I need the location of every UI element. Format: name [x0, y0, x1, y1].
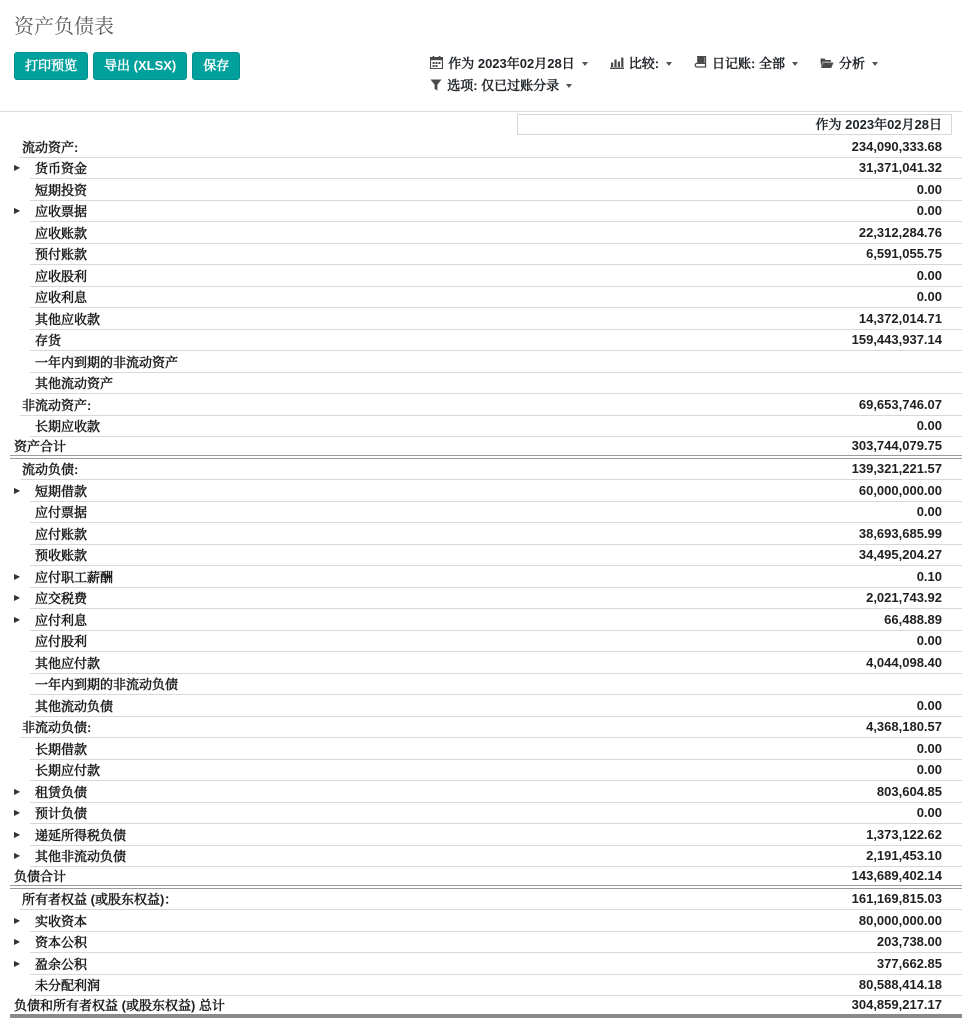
row-value: 203,738.00 — [876, 934, 942, 950]
row-value: 34,495,204.27 — [858, 547, 942, 563]
row-label: 货币资金 — [35, 161, 88, 177]
row-label: 短期借款 — [35, 483, 88, 499]
row-label: 预计负债 — [35, 806, 88, 822]
row-label: 一年内到期的非流动资产 — [35, 354, 179, 370]
row-label: 其他非流动负债 — [35, 849, 127, 865]
filter-row-2 — [430, 75, 878, 94]
row-label: 实收资本 — [35, 913, 88, 929]
expand-caret-icon[interactable]: ▶ — [14, 571, 21, 581]
row-label: 递延所得税负债 — [35, 827, 127, 843]
table-row — [0, 244, 962, 266]
date-filter[interactable] — [430, 53, 587, 72]
row-value: 0.00 — [916, 697, 942, 713]
filter-row-1 — [430, 53, 878, 72]
table-row — [0, 502, 962, 524]
table-row[interactable] — [0, 824, 962, 846]
row-label: 应付账款 — [35, 526, 88, 542]
row-value: 0.00 — [916, 289, 942, 305]
table-row — [0, 136, 962, 158]
report-header-bar — [0, 0, 962, 102]
row-value: 0.00 — [916, 805, 942, 821]
toolbar — [14, 52, 948, 94]
row-value: 139,321,221.57 — [851, 461, 942, 477]
expand-caret-icon[interactable]: ▶ — [14, 937, 21, 947]
row-label: 其他应付款 — [35, 655, 101, 671]
row-value: 377,662.85 — [876, 955, 942, 971]
expand-caret-icon[interactable]: ▶ — [14, 593, 21, 603]
table-row — [0, 674, 962, 696]
row-label: 流动负债: — [22, 462, 79, 478]
table-row[interactable] — [0, 566, 962, 588]
row-value: 22,312,284.76 — [858, 224, 942, 240]
table-row — [0, 867, 962, 889]
row-value: 4,368,180.57 — [866, 719, 942, 735]
page-title: 资产负债表 — [14, 16, 114, 38]
row-label: 资本公积 — [35, 935, 88, 951]
expand-caret-icon[interactable]: ▶ — [14, 163, 21, 173]
row-value: 2,191,453.10 — [866, 848, 942, 864]
row-value: 2,021,743.92 — [866, 590, 942, 606]
expand-caret-icon[interactable]: ▶ — [14, 851, 21, 861]
row-label: 租赁负债 — [35, 784, 88, 800]
chevron-down-icon — [582, 62, 588, 66]
row-label: 应收利息 — [35, 290, 88, 306]
expand-caret-icon[interactable]: ▶ — [14, 958, 21, 968]
row-value: 0.10 — [916, 568, 942, 584]
row-label: 应收账款 — [35, 225, 88, 241]
expand-caret-icon[interactable]: ▶ — [14, 614, 21, 624]
table-row — [0, 351, 962, 373]
bar-chart-icon — [610, 56, 624, 69]
row-label: 短期投资 — [35, 182, 88, 198]
table-header-row — [0, 112, 962, 136]
table-row[interactable] — [0, 480, 962, 502]
options-filter[interactable] — [430, 75, 572, 94]
table-row — [0, 394, 962, 416]
table-row — [0, 308, 962, 330]
row-label: 负债和所有者权益 (或股东权益) 总计 — [14, 998, 225, 1014]
export-xlsx-button[interactable]: 导出 (XLSX) — [93, 52, 187, 80]
row-value: 60,000,000.00 — [858, 482, 942, 498]
chevron-down-icon — [792, 62, 798, 66]
journals-filter-label: 日记账: 全部 — [712, 56, 785, 71]
expand-caret-icon[interactable]: ▶ — [14, 206, 21, 216]
filter-icon — [430, 79, 442, 91]
table-row[interactable] — [0, 158, 962, 180]
table-row — [0, 717, 962, 739]
row-label: 长期应付款 — [35, 763, 101, 779]
table-row[interactable] — [0, 609, 962, 631]
row-value: 0.00 — [916, 267, 942, 283]
table-row — [0, 222, 962, 244]
row-value: 0.00 — [916, 633, 942, 649]
date-filter-label: 作为 2023年02月28日 — [448, 56, 575, 71]
table-row — [0, 695, 962, 717]
row-label: 长期借款 — [35, 741, 88, 757]
row-label: 长期应收款 — [35, 419, 101, 435]
row-label: 负债合计 — [14, 869, 67, 885]
row-label: 一年内到期的非流动负债 — [35, 677, 179, 693]
table-row — [0, 416, 962, 438]
row-value: 80,000,000.00 — [858, 912, 942, 928]
table-row — [0, 179, 962, 201]
table-row — [0, 738, 962, 760]
row-value: 0.00 — [916, 740, 942, 756]
table-row — [0, 459, 962, 481]
row-label: 预收账款 — [35, 548, 88, 564]
table-row — [0, 889, 962, 911]
row-label: 应付利息 — [35, 612, 88, 628]
table-row[interactable] — [0, 781, 962, 803]
table-row[interactable] — [0, 953, 962, 975]
table-row — [0, 631, 962, 653]
row-value: 234,090,333.68 — [851, 138, 942, 154]
calendar-icon — [430, 56, 443, 69]
row-value: 803,604.85 — [876, 783, 942, 799]
row-value: 161,169,815.03 — [851, 891, 942, 907]
row-value: 0.00 — [916, 504, 942, 520]
row-value: 38,693,685.99 — [858, 525, 942, 541]
row-value: 304,859,217.17 — [851, 997, 942, 1013]
row-label: 应付股利 — [35, 634, 88, 650]
row-label: 其他流动负债 — [35, 698, 114, 714]
chevron-down-icon — [566, 84, 572, 88]
row-value: 0.00 — [916, 762, 942, 778]
table-row — [0, 373, 962, 395]
column-header-date: 作为 2023年02月28日 — [517, 114, 952, 135]
row-value: 0.00 — [916, 418, 942, 434]
table-row — [0, 265, 962, 287]
row-value: 6,591,055.75 — [866, 246, 942, 262]
table-row — [0, 975, 962, 997]
table-row — [0, 996, 962, 1018]
table-row[interactable] — [0, 846, 962, 868]
row-label: 资产合计 — [14, 439, 67, 455]
row-value: 66,488.89 — [884, 611, 942, 627]
row-value: 1,373,122.62 — [866, 826, 942, 842]
expand-caret-icon[interactable]: ▶ — [14, 808, 21, 818]
row-label: 未分配利润 — [35, 978, 101, 994]
table-row[interactable] — [0, 201, 962, 223]
expand-caret-icon[interactable]: ▶ — [14, 786, 21, 796]
folder-icon — [820, 57, 834, 69]
comparison-filter-label: 比较: — [628, 56, 660, 71]
row-label: 流动资产: — [22, 139, 79, 155]
row-value: 0.00 — [916, 203, 942, 219]
row-value: 159,443,937.14 — [851, 332, 942, 348]
table-row — [0, 287, 962, 309]
row-value: 80,588,414.18 — [858, 977, 942, 993]
row-label: 应收股利 — [35, 268, 88, 284]
row-label: 其他流动资产 — [35, 376, 114, 392]
row-label: 其他应收款 — [35, 311, 101, 327]
row-label: 盈余公积 — [35, 956, 88, 972]
row-value: 69,653,746.07 — [858, 396, 942, 412]
row-label: 应付票据 — [35, 505, 88, 521]
comparison-filter[interactable] — [610, 53, 672, 72]
chevron-down-icon — [666, 62, 672, 66]
options-filter-label: 选项: 仅已过账分录 — [447, 78, 560, 93]
toolbar-buttons — [14, 52, 240, 80]
row-value: 143,689,402.14 — [851, 868, 942, 884]
table-row[interactable] — [0, 803, 962, 825]
analytic-filter-label: 分析 — [838, 56, 865, 71]
row-label: 应交税费 — [35, 591, 88, 607]
balance-sheet-table — [0, 111, 962, 1018]
table-row[interactable] — [0, 932, 962, 954]
print-preview-button[interactable]: 打印预览 — [14, 52, 88, 80]
row-label: 所有者权益 (或股东权益)： — [22, 892, 178, 908]
row-label: 预付账款 — [35, 247, 88, 263]
row-label: 非流动负债: — [22, 720, 92, 736]
row-value: 303,744,079.75 — [851, 438, 942, 454]
table-row — [0, 652, 962, 674]
row-label: 应收票据 — [35, 204, 88, 220]
save-button[interactable]: 保存 — [192, 52, 240, 80]
table-row — [0, 545, 962, 567]
book-icon — [694, 56, 707, 69]
row-value: 4,044,098.40 — [866, 654, 942, 670]
table-row[interactable] — [0, 588, 962, 610]
table-row — [0, 437, 962, 459]
expand-caret-icon[interactable]: ▶ — [14, 915, 21, 925]
report-rows — [0, 136, 962, 1018]
filter-bar — [430, 53, 948, 94]
analytic-filter[interactable] — [820, 53, 878, 72]
row-label: 应付职工薪酬 — [35, 569, 114, 585]
chevron-down-icon — [872, 62, 878, 66]
row-label: 非流动资产: — [22, 397, 92, 413]
table-row — [0, 330, 962, 352]
row-value: 31,371,041.32 — [858, 160, 942, 176]
expand-caret-icon[interactable]: ▶ — [14, 485, 21, 495]
table-row — [0, 523, 962, 545]
table-row[interactable] — [0, 910, 962, 932]
journals-filter[interactable] — [694, 53, 798, 72]
row-value: 14,372,014.71 — [858, 310, 942, 326]
table-row — [0, 760, 962, 782]
row-value: 0.00 — [916, 181, 942, 197]
expand-caret-icon[interactable]: ▶ — [14, 829, 21, 839]
row-label: 存货 — [35, 333, 62, 349]
